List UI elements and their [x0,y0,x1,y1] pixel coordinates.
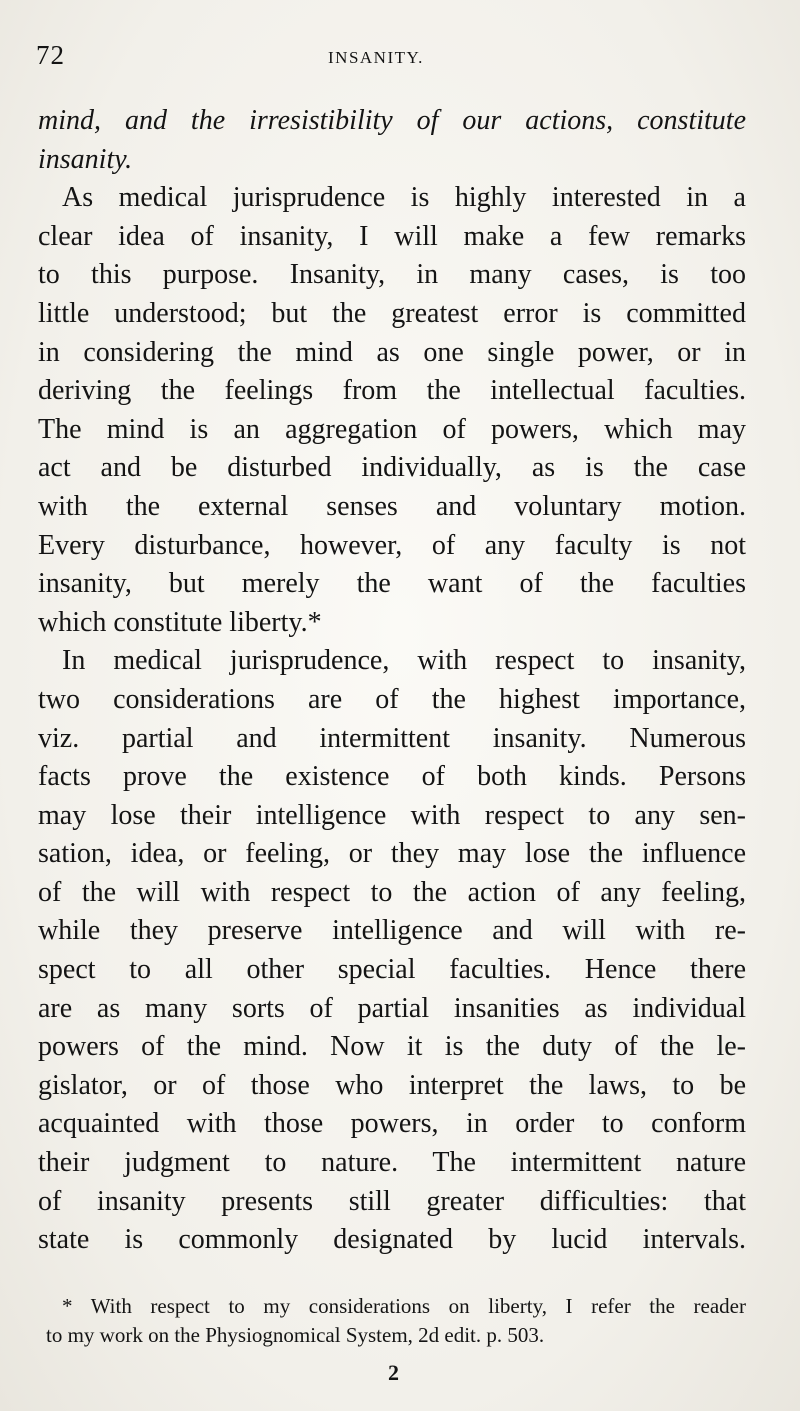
text-line: In medical jurisprudence, with respect to insanity, [62,645,746,677]
footnote [46,1292,746,1350]
signature-mark: 2 [388,1360,399,1385]
text-line: The mind is an aggregation of powers, which may [38,413,746,445]
text-line: As medical jurisprudence is highly interested in a [62,182,746,214]
text-line: Every disturbance, however, of any faculty is not [38,529,746,561]
text-line: two considerations are of the highest importance, [38,683,746,715]
page-number: 72 [36,40,65,70]
page-header [36,40,746,80]
text-line: their judgment to nature. The intermittent nature [38,1147,746,1179]
text-line: insanity. [38,143,133,175]
text-line: mind, and the irresistibility of our actions, constitute [38,105,746,136]
text-line: which constitute liberty.* [38,606,322,638]
text-line: deriving the feelings from the intellectual faculties. [38,375,746,407]
text-line: with the external senses and voluntary motion. [38,490,746,522]
text-line: gislator, or of those who interpret the laws, to be [38,1069,746,1101]
text-line: clear idea of insanity, I will make a few remarks [38,220,746,252]
text-line: insanity, but merely the want of the faculties [38,568,746,600]
text-line: may lose their intelligence with respect to any sen- [38,799,746,831]
text-line: of the will with respect to the action of any feeling, [38,876,746,908]
text-line: spect to all other special faculties. Hence there [38,954,746,986]
main-text [38,102,746,1260]
text-line: while they preserve intelligence and will with re- [38,915,746,947]
text-line: sation, idea, or feeling, or they may lose the influence [38,838,746,870]
paragraph-2 [38,179,746,642]
running-head: INSANITY. [328,48,424,67]
footnote-line: * With respect to my considerations on liberty, I refer the reader [62,1294,746,1318]
text-line: of insanity presents still greater difficulties: that [38,1185,746,1217]
text-line: facts prove the existence of both kinds. Persons [38,761,746,793]
text-line: act and be disturbed individually, as is the case [38,452,746,484]
text-line: viz. partial and intermittent insanity. Numerous [38,722,746,754]
paragraph-1 [38,102,746,179]
paragraph-3 [38,642,746,1260]
text-line: are as many sorts of partial insanities as individual [38,992,746,1024]
footnote-line: to my work on the Physiognomical System, 2d edit. p. 503. [46,1323,545,1347]
text-line: powers of the mind. Now it is the duty of the le- [38,1031,746,1063]
text-line: acquainted with those powers, in order to conform [38,1108,746,1140]
text-line: little understood; but the greatest error is committed [38,297,746,329]
text-line: in considering the mind as one single power, or in [38,336,746,368]
text-line: to this purpose. Insanity, in many cases, is too [38,259,746,291]
text-line: state is commonly designated by lucid intervals. [38,1224,746,1256]
